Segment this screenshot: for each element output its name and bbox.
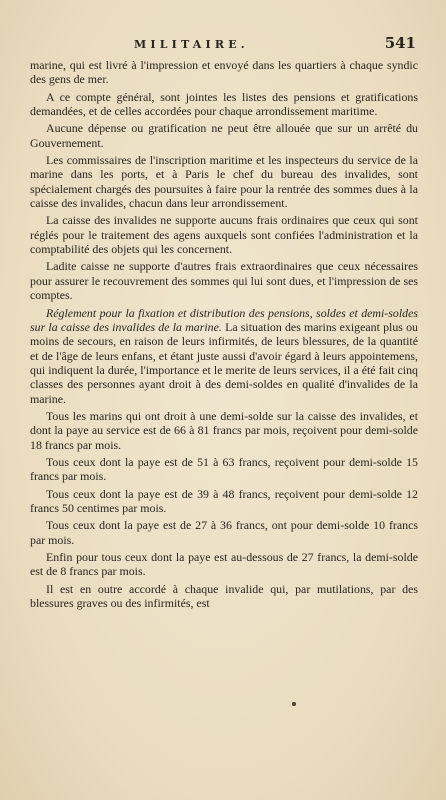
page-number: 541	[384, 34, 416, 52]
paragraph: Aucune dépense ou gratification ne peut être allouée que sur un arrêté du Gouvernement.	[30, 121, 418, 150]
paragraph: Il est en outre accordé à chaque invalide qui, par mutilations, par des blessures graves ou des infirmités, est	[30, 581, 418, 611]
ink-spot	[292, 702, 296, 706]
paragraph: Tous ceux dont la paye est de 27 à 36 francs, ont pour demi-solde 10 francs par mois.	[30, 518, 418, 547]
paragraph: A ce compte général, sont jointes les listes des pensions et gratifications demandées, et de celles accordées pour chaque arrondissement maritime.	[30, 89, 418, 119]
paragraph: Tous les marins qui ont droit à une demi-solde sur la caisse des invalides, et dont la paye au service est de 66 à 81 francs par mois, reçoivent pour demi-solde 18 francs par mois.	[30, 408, 418, 452]
section-title: Réglement pour la fixation et distribution des pensions, soldes et demi-soldes sur la caisse des invalides de la marine.	[30, 305, 418, 334]
running-head: MILITAIRE.	[134, 38, 249, 51]
paragraph: La caisse des invalides ne supporte aucuns frais ordinaires que ceux qui sont réglés pour le traitement des agens auxquels sont confiées l'administration et la comptabilité des objets qui les concernent.	[30, 213, 418, 257]
paragraph: Tous ceux dont la paye est de 39 à 48 francs, reçoivent pour demi-solde 12 francs 50 centimes par mois.	[30, 486, 418, 515]
body-text	[30, 58, 418, 613]
paragraph: Tous ceux dont la paye est de 51 à 63 francs, reçoivent pour demi-solde 15 francs par mois.	[30, 454, 418, 484]
paragraph: marine, qui est livré à l'impression et envoyé dans les quartiers à chaque syndic des gens de mer.	[30, 58, 418, 87]
page-header	[30, 36, 418, 56]
paragraph: Les commissaires de l'inscription maritime et les inspecteurs du service de la marine dans les ports, et à Paris le chef du bureau des invalides, sont spécialement chargés des poursuites à faire pour la rentrée des sommes dues à la caisse des invalides, chacun dans leur arrondissement.	[30, 153, 418, 211]
paragraph-reglement: Réglement pour la fixation et distribution des pensions, soldes et demi-soldes sur la caisse des invalides de la marine. La situation des marins exigeant plus ou moins de secours, en raison de leurs infirmités, de leurs blessures, de la quantité et de l'âge de leurs enfans, et étant juste aussi d'avoir égard à leurs appointemens, qui indiquent la durée, l'importance et le merite de leurs services, il a été fait cinq classes des personnes ayant droit à des demi-soldes en qualité d'invalides de la marine.	[30, 305, 418, 406]
paragraph: Ladite caisse ne supporte d'autres frais extraordinaires que ceux nécessaires pour assurer le recouvrement des sommes qui lui sont dues, et l'impression de ses comptes.	[30, 259, 418, 303]
paragraph: Enfin pour tous ceux dont la paye est au-dessous de 27 francs, la demi-solde est de 8 francs par mois.	[30, 550, 418, 579]
